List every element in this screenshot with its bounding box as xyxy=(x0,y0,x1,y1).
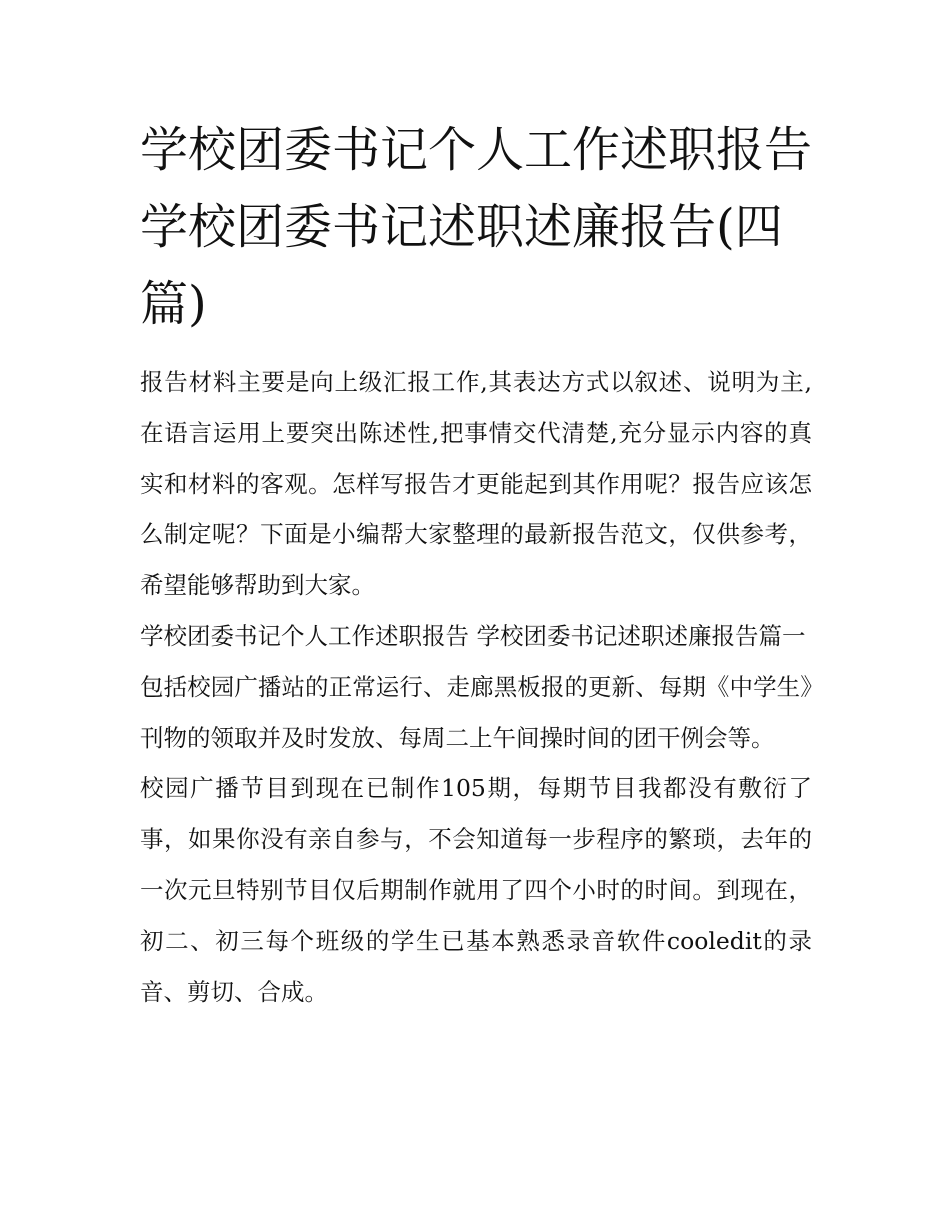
document-body xyxy=(140,357,812,1017)
body-paragraph: 校园广播节目到现在已制作105期，每期节目我都没有敷衍了事，如果你没有亲自参与，不会知道每一步程序的繁琐，去年的一次元旦特别节目仅后期制作就用了四个小时的时间。到现在，初二、初三每个班级的学生已基本熟悉录音软件cooledit的录音、剪切、合成。 xyxy=(140,774,812,1006)
document-page xyxy=(140,112,812,1017)
body-paragraph: 包括校园广播站的正常运行、走廊黑板报的更新、每期《中学生》刊物的领取并及时发放、每周二上午间操时间的团干例会等。 xyxy=(140,672,812,752)
section-heading: 学校团委书记个人工作述职报告 学校团委书记述职述廉报告篇一 xyxy=(140,621,806,650)
document-title: 学校团委书记个人工作述职报告 学校团委书记述职述廉报告(四篇) xyxy=(140,122,813,332)
intro-paragraph: 报告材料主要是向上级汇报工作,其表达方式以叙述、说明为主,在语言运用上要突出陈述性,把事情交代清楚,充分显示内容的真实和材料的客观。怎样写报告才更能起到其作用呢？报告应该怎么制定呢？下面是小编帮大家整理的最新报告范文，仅供参考，希望能够帮助到大家。 xyxy=(140,368,812,600)
